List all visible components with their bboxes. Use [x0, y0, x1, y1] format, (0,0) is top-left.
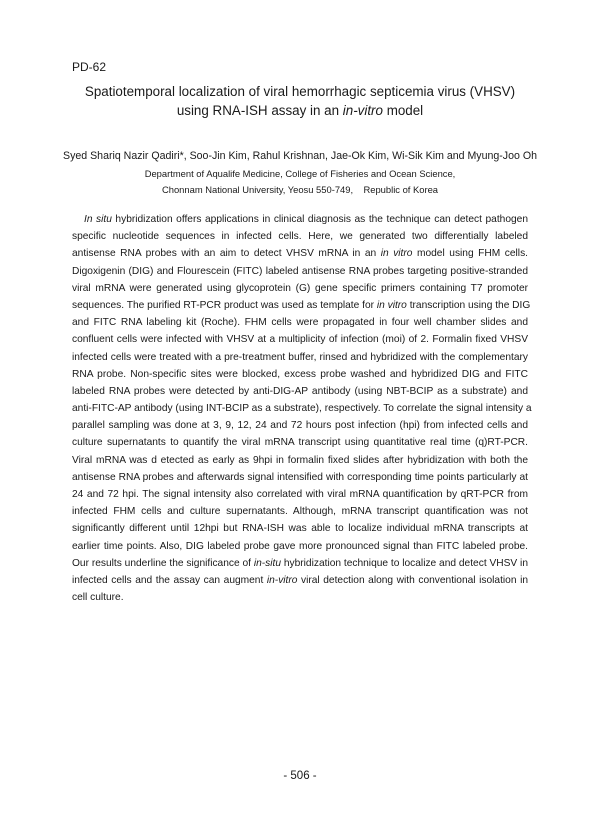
abstract-line — [72, 245, 528, 262]
abstract-italic-term: in vitro — [380, 248, 413, 260]
abstract-italic-term: In situ — [84, 214, 112, 225]
abstract-line — [72, 572, 528, 589]
abstract-line — [72, 434, 528, 451]
abstract-text: infected cells were treated with a pre-treatment buffer, rinsed and hybridized with the complementary — [72, 351, 528, 363]
abstract-text: RNA probe. Non-specific sites were blocked, excess probe washed and hybridized DIG and FITC — [72, 368, 528, 380]
abstract-text: antisense RNA probes and afterwards signal intensified with corresponding time points particularly at — [72, 471, 528, 483]
abstract-line — [72, 349, 528, 366]
title-line-2-pre: using RNA-ISH assay in an — [176, 103, 343, 118]
abstract-code: PD-62 — [72, 60, 107, 74]
abstract-text: hybridization technique to localize and detect VHSV in — [281, 557, 528, 569]
title-line-1: Spatiotemporal localization of viral hemorrhagic septicemia virus (VHSV) — [84, 84, 516, 99]
abstract-text: confluent cells were infected with VHSV at a multiplicity of infection (moi) of 2. Formalin fixed VHSV — [72, 334, 528, 346]
abstract-line — [72, 469, 528, 486]
abstract-text: anti-FITC-AP antibody (using INT-BCIP as a substrate), respectively. To correlate the signal intensity a — [72, 403, 532, 415]
abstract-italic-term: in-situ — [253, 557, 282, 569]
abstract-line — [72, 366, 528, 383]
abstract-line — [72, 452, 528, 469]
abstract-text: labeled RNA probes were detected by anti-DIG-AP antibody (using NBT-BCIP as a substrate) and — [72, 385, 528, 397]
abstract-text: antisense RNA probes with an aim to detect VHSV mRNA in an — [72, 248, 381, 260]
abstract-text: earlier time points. Also, DIG labeled probe gave more pronounced signal than FITC labeled probe. — [72, 540, 528, 552]
title-line-2-post: model — [382, 103, 424, 118]
abstract-text: hybridization offers applications in clinical diagnosis as the technique can detect pathogen — [111, 214, 528, 225]
abstract-text: viral mRNA were generated using glycoprotein (G) gene specific primers containing T7 promoter — [72, 282, 528, 294]
abstract-line — [72, 314, 528, 331]
abstract-text: cell culture. — [72, 592, 124, 604]
abstract-text: Viral mRNA was d etected as early as 9hpi in formalin fixed slides after hybridization with both the — [72, 454, 528, 466]
abstract-text: transcription using the DIG — [406, 299, 531, 311]
abstract-line — [72, 486, 528, 503]
abstract-text: infected FHM cells and culture supernatants. Although, mRNA transcript quantification was not — [72, 506, 528, 518]
abstract-text: Digoxigenin (DIG) and Flourescein (FITC) labeled antisense RNA probes targeting positive-stranded — [72, 265, 528, 277]
abstract-line — [72, 263, 528, 280]
abstract-text: model using FHM cells. — [412, 248, 528, 260]
abstract-text: Our results underline the significance of — [72, 557, 254, 569]
abstract-text: parallel sampling was done at 3, 9, 12, 24 and 72 hours post infection (hpi) from infected cells and — [72, 420, 528, 432]
title-line-2-italic: in-vitro — [342, 103, 383, 118]
abstract-line — [72, 503, 528, 520]
abstract-text: specific nucleotide sequences in infected cells. Here, we generated two differentially labeled — [72, 231, 528, 243]
abstract-line — [72, 228, 528, 245]
page-number: - 506 - — [283, 770, 317, 782]
abstract-text: infected cells and the assay can augment — [72, 574, 267, 586]
affiliation-line-1: Department of Aqualife Medicine, College of Fisheries and Ocean Science, — [144, 168, 456, 179]
abstract-line — [72, 211, 528, 228]
abstract-line — [72, 538, 528, 555]
abstract-line — [72, 520, 528, 537]
author-list: Syed Shariq Nazir Qadiri*, Soo-Jin Kim, Rahul Krishnan, Jae-Ok Kim, Wi-Sik Kim and Myung-Joo Oh — [63, 150, 537, 162]
abstract-line — [72, 383, 528, 400]
abstract-italic-term: in-vitro — [266, 574, 298, 586]
affiliation-line-2: Chonnam National University, Yeosu 550-749, Republic of Korea — [161, 184, 439, 195]
abstract-line — [72, 331, 528, 348]
abstract-italic-term: in vitro — [376, 299, 407, 311]
abstract-text: culture supernatants to quantify the viral mRNA transcript using quantitative real time (q)RT-PCR. — [72, 437, 528, 449]
abstract-body — [72, 211, 532, 606]
abstract-line — [72, 400, 532, 417]
paper-title — [40, 82, 560, 120]
abstract-line — [72, 417, 528, 434]
affiliation — [40, 166, 560, 198]
abstract-line — [72, 297, 531, 314]
abstract-line — [72, 589, 528, 606]
abstract-line — [72, 555, 528, 572]
abstract-text: significantly different until 12hpi but RNA-ISH was able to localize individual mRNA transcripts at — [72, 523, 528, 535]
abstract-text: 24 and 72 hpi. The signal intensity also correlated with viral mRNA quantification by qRT-PCR from — [72, 489, 528, 500]
abstract-text: viral detection along with conventional isolation in — [297, 574, 528, 586]
title-line-2 — [40, 101, 560, 120]
abstract-line — [72, 280, 528, 297]
abstract-text: and FITC RNA labeling kit (Roche). FHM cells were propagated in four well chamber slides and — [72, 317, 528, 329]
abstract-text: sequences. The purified RT-PCR product was used as template for — [72, 299, 377, 311]
